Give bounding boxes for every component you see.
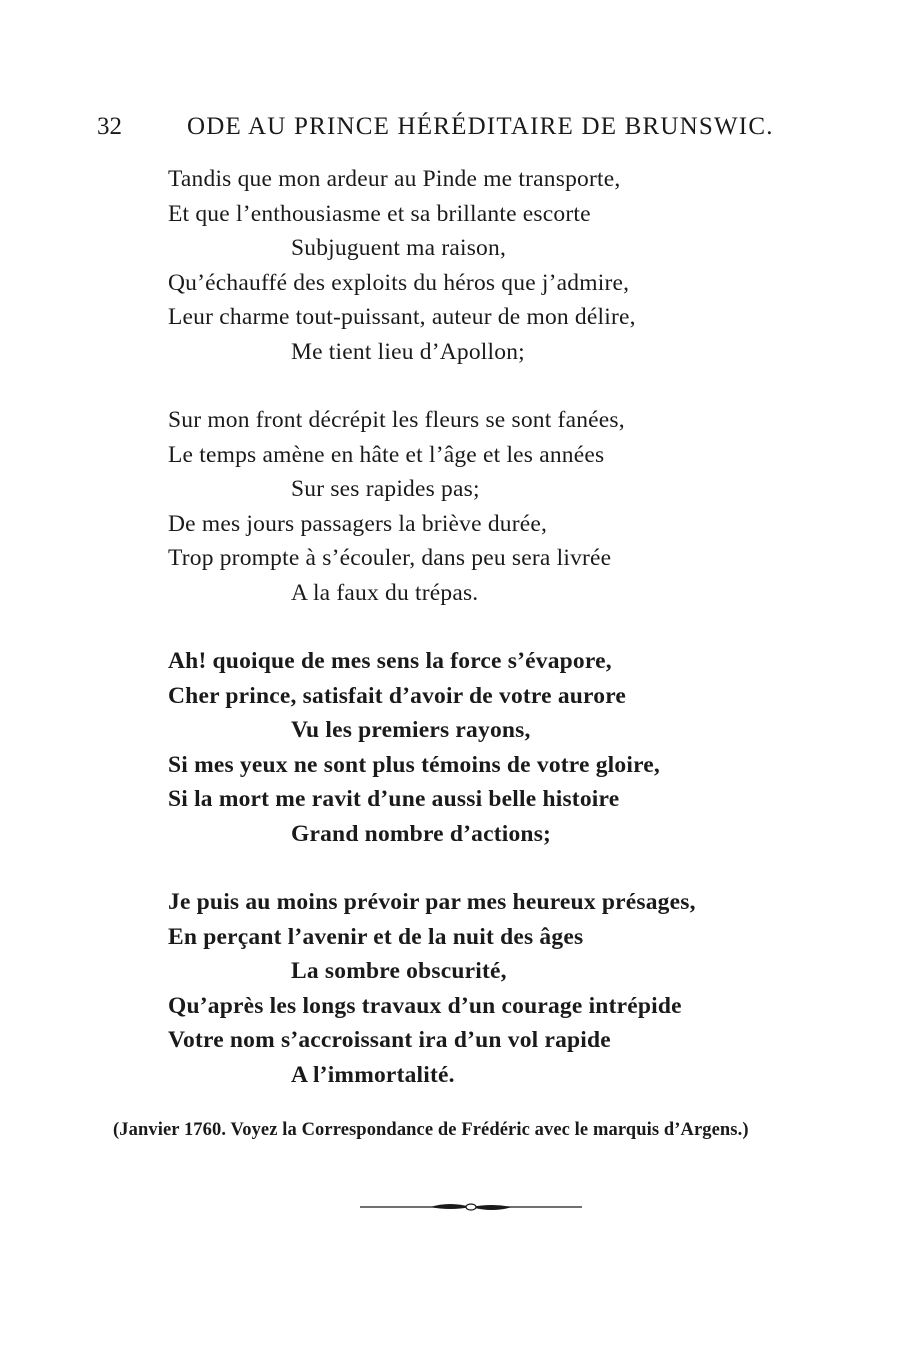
verse-line: Qu’après les longs travaux d’un courage intrépide bbox=[168, 992, 682, 1019]
verse-line: Ah! quoique de mes sens la force s’évapore, bbox=[168, 648, 612, 674]
verse-line: Le temps amène en hâte et l’âge et les années bbox=[168, 441, 605, 468]
verse-line: Trop prompte à s’écouler, dans peu sera livrée bbox=[168, 545, 612, 571]
running-title: ODE AU PRINCE HÉRÉDITAIRE DE BRUNSWIC. bbox=[187, 113, 774, 140]
verse-line: Si mes yeux ne sont plus témoins de votre gloire, bbox=[168, 751, 660, 778]
stanza bbox=[168, 644, 808, 851]
verse-line: Qu’échauffé des exploits du héros que j’admire, bbox=[168, 269, 630, 296]
verse-line-short: La sombre obscurité, bbox=[291, 958, 507, 984]
verse-line: Et que l’enthousiasme et sa brillante escorte bbox=[168, 200, 591, 227]
verse-line: De mes jours passagers la briève durée, bbox=[168, 510, 548, 537]
ornament-rule bbox=[360, 1200, 582, 1214]
stanza bbox=[168, 885, 808, 1092]
verse-line: Leur charme tout-puissant, auteur de mon délire, bbox=[168, 304, 636, 330]
stanza bbox=[168, 403, 808, 610]
verse-line: Tandis que mon ardeur au Pinde me transporte, bbox=[168, 166, 621, 192]
verse-line-short: Grand nombre d’actions; bbox=[291, 820, 552, 847]
verse-line: Si la mort me ravit d’une aussi belle histoire bbox=[168, 786, 620, 812]
verse-line: Cher prince, satisfait d’avoir de votre aurore bbox=[168, 682, 627, 709]
page-header bbox=[97, 113, 787, 149]
page-number: 32 bbox=[97, 113, 122, 140]
stanza bbox=[168, 162, 808, 369]
verse-line: En perçant l’avenir et de la nuit des âges bbox=[168, 923, 584, 950]
verse-line-short: A l’immortalité. bbox=[291, 1061, 455, 1088]
footnote: (Janvier 1760. Voyez la Correspondance de Frédéric avec le marquis d’Argens.) bbox=[113, 1120, 749, 1140]
verse-line-short: Me tient lieu d’Apollon; bbox=[291, 338, 525, 365]
verse-line-short: Vu les premiers rayons, bbox=[291, 717, 531, 743]
verse-line: Votre nom s’accroissant ira d’un vol rapide bbox=[168, 1027, 611, 1053]
poem bbox=[168, 162, 808, 1126]
verse-line-short: Subjuguent ma raison, bbox=[291, 235, 507, 261]
verse-line: Je puis au moins prévoir par mes heureux présages, bbox=[168, 889, 696, 915]
verse-line-short: Sur ses rapides pas; bbox=[291, 476, 480, 502]
verse-line-short: A la faux du trépas. bbox=[291, 579, 479, 606]
verse-line: Sur mon front décrépit les fleurs se sont fanées, bbox=[168, 407, 625, 433]
